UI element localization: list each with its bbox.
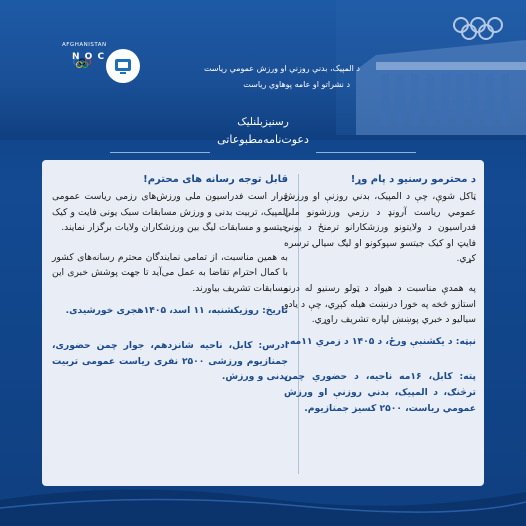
dari-address-label: ادرس: bbox=[258, 340, 288, 352]
pashto-date bbox=[284, 334, 476, 350]
dari-address-value: کابل، ناحیه شانزدهم، جوار چمن حضوری، جمنازیوم ورزشی ۲۵۰۰ نفری ریاست عمومی تربیت بدنی و ورزش. bbox=[52, 340, 288, 383]
title-pashto: رسنیزبلنلیک bbox=[237, 116, 289, 128]
pashto-paragraph-1: ټاکل شوې، چې د المپیک، بدني روزنې او ورزش عمومي ریاست آرونډ د رزمي ورزشونو ملي فدراسیون د ولایتونو ورزشکارانو ترمنځ د یوني فایټ او کیک جیتسو سپوکونو او لیګ سیالۍ ترسره کړي. bbox=[284, 191, 476, 265]
dari-column bbox=[52, 172, 288, 385]
pashto-date-label: نېټه: bbox=[455, 335, 476, 347]
pashto-paragraph-2: په همدې مناسبت د هیواد د ټولو رسنیو له درنو استازو څخه په خورا درنښت هیله کېږي، چې د یادو سیالیو د خبري پوښښ لپاره تشریف راوړي. bbox=[284, 282, 476, 326]
dari-address bbox=[52, 338, 288, 385]
pashto-address-value: کابل، ۱۶مه ناحیه، د حضوري چمن ترڅنګ، د المپیک، بدني روزنې او ورزش عمومي ریاست، ۲۵۰۰ کسیز جمنازیوم. bbox=[284, 371, 476, 414]
dari-date bbox=[52, 303, 288, 319]
pashto-column bbox=[284, 172, 476, 416]
olympic-building-image bbox=[336, 0, 526, 135]
federation-logo bbox=[106, 49, 140, 83]
dari-heading: قابل توجه رسانه های محترم! bbox=[143, 174, 288, 185]
title-rule-right bbox=[316, 152, 416, 153]
footer-decoration bbox=[0, 480, 526, 526]
pashto-address-label: پته: bbox=[459, 371, 476, 383]
federation-emblem-icon bbox=[113, 56, 133, 76]
noc-name: AFGHANISTAN bbox=[62, 42, 107, 48]
dari-date-label: تاریخ: bbox=[262, 304, 288, 316]
dari-paragraph-2: به همین مناسبت، از تمامی نمایندگان محترم رسانه‌های کشور با کمال احترام تقاضا به عمل می‌آید تا جهت پوشش خبری این مسابقات تشریف بیاورند. bbox=[52, 251, 288, 294]
pashto-heading: د محترمو رسنیو د پام وړ! bbox=[350, 174, 476, 185]
dari-paragraph-1: قرار است فدراسیون ملی ورزش‌های رزمی ریاست عمومی المپیک، تربیت بدنی و ورزش مسابقات سبک یونی فایت و کیک جیتسو و مسابقات لیگ بین ورزشکاران ولایات برگزار نمایند. bbox=[52, 191, 288, 234]
pashto-date-value: د یکشنبې ورځ، د ۱۴۰۵ د زمري ۱۱مه. bbox=[286, 335, 456, 347]
title-rule-left bbox=[110, 152, 210, 153]
pashto-address bbox=[284, 369, 476, 416]
invitation-card bbox=[42, 160, 484, 486]
ministry-name: د المپیک، بدني روزني او ورزش عمومي ریاست bbox=[203, 64, 360, 73]
department-name: د نشراتو او عامه پوهاوي ریاست bbox=[243, 80, 350, 89]
dari-date-value: روزیکشنبه، ۱۱ اسد، ۱۴۰۵هجری خورشیدی. bbox=[65, 304, 263, 316]
title-dari: دعوت‌نامه‌مطبوعاتی bbox=[217, 133, 309, 146]
noc-abbreviation: N O C bbox=[72, 52, 106, 62]
